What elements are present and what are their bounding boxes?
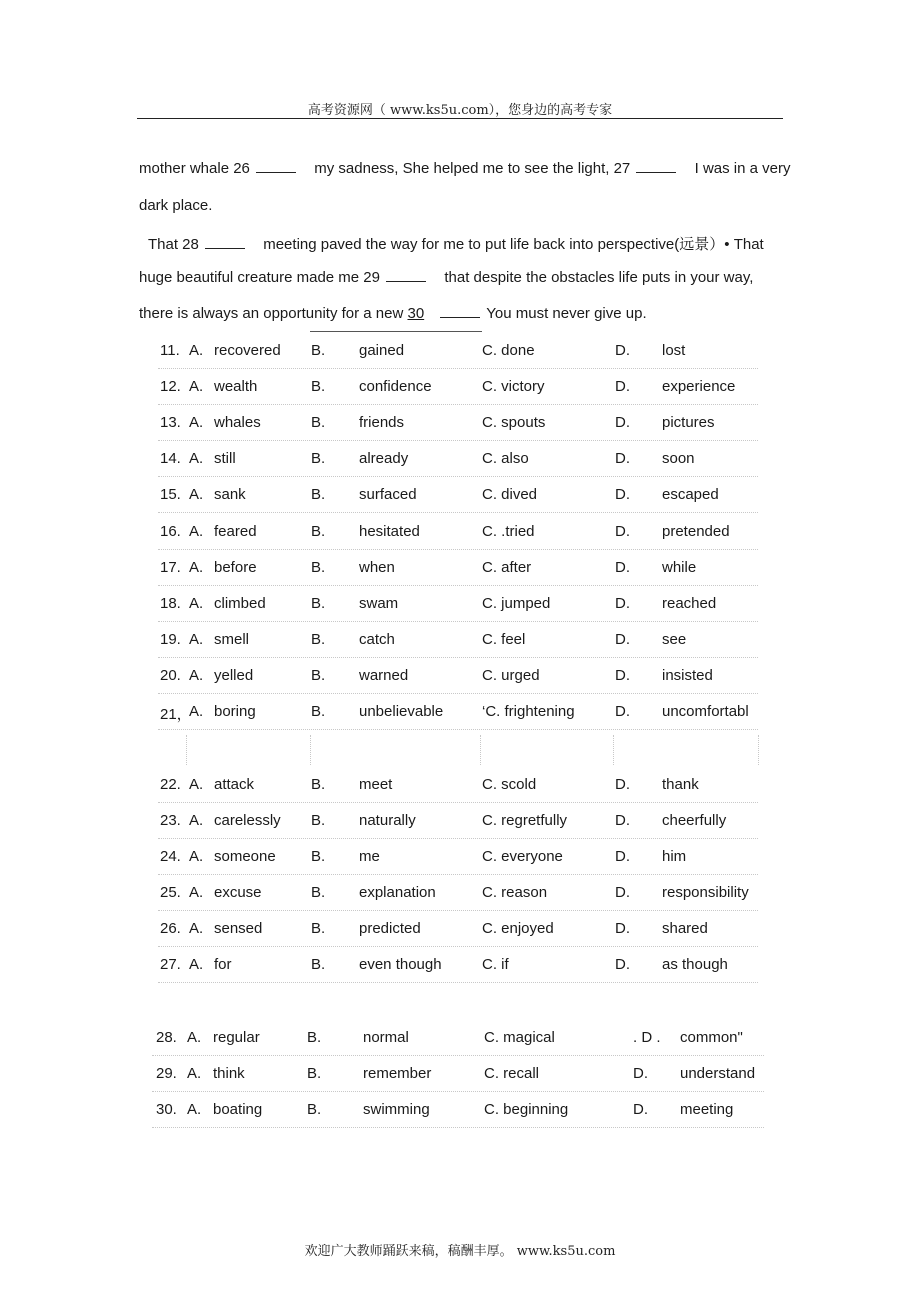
option-d-text: responsibility: [662, 884, 749, 901]
option-d-label: D.: [615, 486, 630, 503]
row-divider: [158, 729, 758, 730]
option-d-label: D.: [615, 812, 630, 829]
option-a-label: A.: [189, 559, 204, 576]
row-divider: [158, 838, 758, 839]
option-d-text: pretended: [662, 523, 730, 540]
passage-text: mother whale 26: [139, 160, 250, 177]
option-b-label: B.: [311, 414, 326, 431]
option-b-text: swam: [359, 595, 399, 612]
passage-line-1: [139, 160, 791, 177]
cell-border: [758, 735, 759, 765]
question-number: 28.: [156, 1029, 177, 1046]
option-a-label: A.: [189, 848, 204, 865]
option-a-text: smell: [214, 631, 250, 648]
option-d-text: experience: [662, 378, 736, 395]
option-c-text: C. enjoyed: [482, 920, 554, 937]
option-d-label: D.: [633, 1101, 648, 1118]
option-c-text: C. after: [482, 559, 532, 576]
question-number: 21，: [160, 706, 192, 723]
passage-line-3: [148, 233, 764, 254]
option-a-text: excuse: [214, 884, 262, 901]
row-divider: [158, 910, 758, 911]
option-a-label: A.: [187, 1029, 202, 1046]
question-number: 20.: [160, 667, 181, 684]
option-d-label: D.: [615, 848, 630, 865]
passage-text: That 28: [148, 236, 199, 253]
option-a-text: carelessly: [214, 812, 281, 829]
option-b-label: B.: [311, 450, 326, 467]
option-b-text: remember: [363, 1065, 432, 1082]
option-c-text: ‘C. frightening: [482, 703, 575, 720]
question-number: 19.: [160, 631, 181, 648]
option-d-text: uncomfortabl: [662, 703, 749, 720]
option-d-text: reached: [662, 595, 717, 612]
option-b-text: predicted: [359, 920, 421, 937]
footer-text: 欢迎广大教师踊跃来稿，稿酬丰厚。 www.ks5u.com: [304, 1244, 616, 1259]
option-a-label: A.: [189, 776, 204, 793]
question-number: 30.: [156, 1101, 177, 1118]
option-b-label: B.: [311, 703, 326, 720]
option-d-text: him: [662, 848, 687, 865]
option-b-label: B.: [311, 920, 326, 937]
row-divider: [158, 802, 758, 803]
question-number: 26.: [160, 920, 181, 937]
option-d-label: D.: [615, 450, 630, 467]
passage-text: my sadness, She helped me to see the light, 27: [314, 160, 631, 177]
option-b-text: explanation: [359, 884, 436, 901]
option-b-text: unbelievable: [359, 703, 444, 720]
option-b-text: normal: [363, 1029, 409, 1046]
row-divider: [152, 1055, 764, 1056]
option-a-text: sensed: [214, 920, 263, 937]
option-b-text: meet: [359, 776, 393, 793]
question-number: 24.: [160, 848, 181, 865]
option-d-text: lost: [662, 342, 686, 359]
question-number: 14.: [160, 450, 181, 467]
option-a-label: A.: [189, 920, 204, 937]
option-b-text: confidence: [359, 378, 432, 395]
row-divider: [158, 657, 758, 658]
row-divider: [158, 440, 758, 441]
row-divider: [158, 874, 758, 875]
option-b-label: B.: [311, 559, 326, 576]
row-divider: [152, 1091, 764, 1092]
option-b-text: warned: [359, 667, 409, 684]
option-a-label: A.: [187, 1065, 202, 1082]
cell-border: [186, 735, 187, 765]
option-c-text: C. dived: [482, 486, 538, 503]
passage-text: huge beautiful creature made me 29: [139, 269, 380, 286]
option-c-text: C. also: [482, 450, 529, 467]
row-divider: [158, 404, 758, 405]
option-b-label: B.: [307, 1101, 322, 1118]
option-b-label: B.: [311, 342, 326, 359]
option-b-label: B.: [311, 595, 326, 612]
option-a-label: A.: [189, 486, 204, 503]
option-b-text: surfaced: [359, 486, 417, 503]
option-d-text: shared: [662, 920, 708, 937]
option-d-text: cheerfully: [662, 812, 727, 829]
answer-blank-27: [636, 160, 676, 173]
option-d-label: D.: [615, 884, 630, 901]
option-b-label: B.: [311, 884, 326, 901]
option-c-text: C. scold: [482, 776, 537, 793]
option-d-text: while: [662, 559, 697, 576]
option-a-label: A.: [189, 450, 204, 467]
option-b-label: B.: [311, 848, 326, 865]
question-number: 12.: [160, 378, 181, 395]
option-a-text: boating: [213, 1101, 263, 1118]
option-a-label: A.: [189, 631, 204, 648]
row-divider: [158, 368, 758, 369]
row-divider: [158, 585, 758, 586]
question-number: 18.: [160, 595, 181, 612]
option-b-text: catch: [359, 631, 395, 648]
option-a-text: for: [214, 956, 232, 973]
question-number: 22.: [160, 776, 181, 793]
option-b-label: B.: [311, 956, 326, 973]
option-d-label: D.: [633, 1065, 648, 1082]
option-d-label: D.: [615, 920, 630, 937]
option-d-label: D.: [615, 595, 630, 612]
option-a-text: sank: [214, 486, 246, 503]
option-a-label: A.: [189, 342, 204, 359]
option-d-label: D.: [615, 956, 630, 973]
row-divider: [152, 1127, 764, 1128]
option-b-label: B.: [311, 812, 326, 829]
passage-line-4: [139, 269, 753, 286]
option-a-text: boring: [214, 703, 256, 720]
answer-blank-28: [205, 236, 245, 249]
option-d-text: meeting: [680, 1101, 734, 1118]
question-number: 29.: [156, 1065, 177, 1082]
option-d-text: escaped: [662, 486, 719, 503]
question-number: 23.: [160, 812, 181, 829]
option-a-text: feared: [214, 523, 257, 540]
divider-line: [310, 331, 482, 332]
option-b-text: me: [359, 848, 380, 865]
question-number: 13.: [160, 414, 181, 431]
option-a-text: wealth: [214, 378, 258, 395]
option-d-label: D.: [615, 667, 630, 684]
row-divider: [158, 693, 758, 694]
option-a-label: A.: [189, 523, 204, 540]
option-b-text: when: [359, 559, 395, 576]
option-d-text: insisted: [662, 667, 713, 684]
option-a-text: regular: [213, 1029, 260, 1046]
option-c-text: C. spouts: [482, 414, 546, 431]
passage-text: I was in a very: [694, 160, 791, 177]
option-c-text: C. recall: [484, 1065, 540, 1082]
question-number: 15.: [160, 486, 181, 503]
option-a-label: A.: [189, 595, 204, 612]
passage-line-5: [139, 305, 647, 322]
option-a-text: whales: [214, 414, 261, 431]
option-a-label: A.: [189, 667, 204, 684]
option-d-label: D.: [615, 342, 630, 359]
question-number: 27.: [160, 956, 181, 973]
option-a-label: A.: [189, 703, 204, 720]
passage-text: there is always an opportunity for a new: [139, 305, 404, 322]
option-c-text: C. victory: [482, 378, 545, 395]
option-a-label: A.: [189, 378, 204, 395]
option-b-text: even though: [359, 956, 442, 973]
question-number: 17.: [160, 559, 181, 576]
option-c-text: C. feel: [482, 631, 526, 648]
option-a-text: before: [214, 559, 257, 576]
option-a-text: climbed: [214, 595, 266, 612]
option-c-text: C. everyone: [482, 848, 563, 865]
option-d-text: common": [680, 1029, 743, 1046]
cell-border: [613, 735, 614, 765]
passage-text: meeting paved the way for me to put life back into perspective(远景）• That: [263, 236, 764, 253]
question-number: 11.: [160, 342, 180, 359]
option-b-label: B.: [311, 378, 326, 395]
cell-border: [310, 735, 311, 765]
passage-line-2: dark place.: [139, 197, 213, 214]
blank-number-30: 30: [407, 305, 425, 322]
row-divider: [158, 621, 758, 622]
answer-blank-26: [256, 160, 296, 173]
row-divider: [158, 512, 758, 513]
option-b-text: naturally: [359, 812, 416, 829]
option-b-label: B.: [307, 1065, 322, 1082]
row-divider: [158, 549, 758, 550]
option-a-label: A.: [187, 1101, 202, 1118]
question-number: 25.: [160, 884, 181, 901]
option-d-label: D.: [615, 703, 630, 720]
option-d-text: pictures: [662, 414, 715, 431]
option-d-label: . D .: [633, 1029, 661, 1046]
row-divider: [158, 946, 758, 947]
option-a-text: yelled: [214, 667, 254, 684]
option-b-label: B.: [311, 667, 326, 684]
option-a-label: A.: [189, 956, 204, 973]
option-c-text: C. reason: [482, 884, 548, 901]
option-a-label: A.: [189, 812, 204, 829]
option-b-text: friends: [359, 414, 405, 431]
option-c-text: C. magical: [484, 1029, 555, 1046]
option-a-label: A.: [189, 884, 204, 901]
passage-text: that despite the obstacles life puts in your way,: [444, 269, 754, 286]
option-c-text: C. .tried: [482, 523, 535, 540]
option-b-text: already: [359, 450, 409, 467]
option-d-label: D.: [615, 631, 630, 648]
option-a-label: A.: [189, 414, 204, 431]
option-a-text: recovered: [214, 342, 281, 359]
option-c-text: C. done: [482, 342, 535, 359]
answer-blank-29: [386, 269, 426, 282]
option-d-text: thank: [662, 776, 699, 793]
row-divider: [158, 476, 758, 477]
option-d-text: soon: [662, 450, 695, 467]
option-c-text: C. urged: [482, 667, 540, 684]
option-c-text: C. jumped: [482, 595, 551, 612]
option-a-text: still: [214, 450, 236, 467]
cell-border: [480, 735, 481, 765]
option-d-text: as though: [662, 956, 728, 973]
option-b-label: B.: [311, 523, 326, 540]
option-d-label: D.: [615, 559, 630, 576]
option-a-text: think: [213, 1065, 245, 1082]
header-text: 高考资源网（ www.ks5u.com），您身边的高考专家: [307, 103, 613, 118]
option-c-text: C. regretfully: [482, 812, 568, 829]
option-b-label: B.: [311, 631, 326, 648]
passage-text: You must never give up.: [486, 305, 647, 322]
option-b-label: B.: [311, 776, 326, 793]
option-d-text: understand: [680, 1065, 756, 1082]
option-d-label: D.: [615, 776, 630, 793]
option-c-text: C. beginning: [484, 1101, 569, 1118]
option-d-text: see: [662, 631, 687, 648]
option-a-text: someone: [214, 848, 276, 865]
option-b-label: B.: [307, 1029, 322, 1046]
option-a-text: attack: [214, 776, 255, 793]
header-rule: [137, 118, 783, 119]
option-b-text: hesitated: [359, 523, 420, 540]
row-divider: [158, 982, 758, 983]
question-number: 16.: [160, 523, 181, 540]
answer-blank-30: [440, 305, 480, 318]
option-c-text: C. if: [482, 956, 509, 973]
option-d-label: D.: [615, 378, 630, 395]
option-b-text: gained: [359, 342, 405, 359]
option-b-label: B.: [311, 486, 326, 503]
option-d-label: D.: [615, 414, 630, 431]
option-d-label: D.: [615, 523, 630, 540]
option-b-text: swimming: [363, 1101, 430, 1118]
